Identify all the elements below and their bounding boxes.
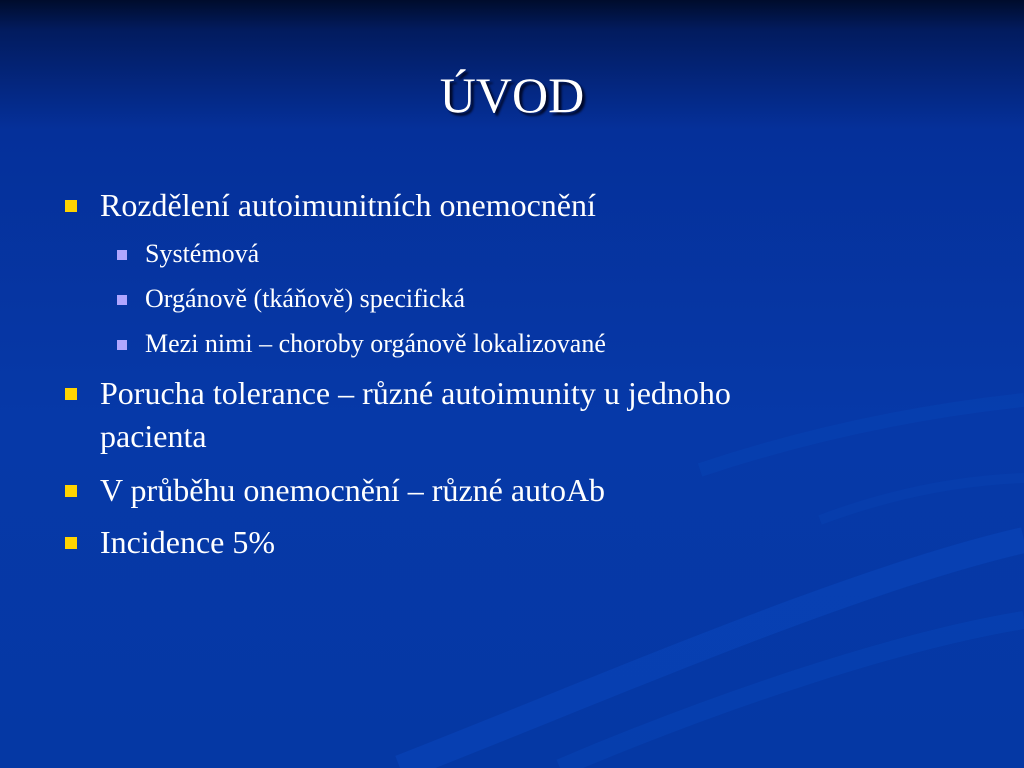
bullet-text: Rozdělení autoimunitních onemocnění [100, 187, 596, 223]
bullet-text: Orgánově (tkáňově) specifická [145, 284, 466, 313]
bullet-text: Mezi nimi – choroby orgánově lokalizované [145, 329, 606, 358]
bullet-item-tolerance-disorder-continuation [100, 415, 207, 457]
square-bullet-icon [65, 485, 77, 497]
square-bullet-icon [65, 200, 77, 212]
bullet-text: V průběhu onemocnění – různé autoAb [100, 472, 606, 508]
bullet-item-tolerance-disorder [100, 372, 731, 414]
bullet-text: Systémová [145, 239, 260, 268]
bullet-text: Porucha tolerance – různé autoimunity u jednoho [100, 375, 731, 411]
square-bullet-icon [65, 537, 77, 549]
sub-bullet-item-organ-specific [145, 281, 465, 317]
bullet-item-during-disease [100, 469, 605, 511]
slide-title: ÚVOD [439, 67, 585, 123]
square-bullet-icon [117, 340, 127, 350]
square-bullet-icon [117, 250, 127, 260]
square-bullet-icon [65, 388, 77, 400]
sub-bullet-item-organ-localized [145, 326, 606, 362]
sub-bullet-item-systemic [145, 236, 259, 272]
bullet-text: pacienta [100, 418, 207, 454]
bullet-text: Incidence 5% [100, 524, 276, 560]
bullet-item-incidence [100, 521, 275, 563]
bullet-item-autoimmune-classification [100, 184, 596, 226]
square-bullet-icon [117, 295, 127, 305]
